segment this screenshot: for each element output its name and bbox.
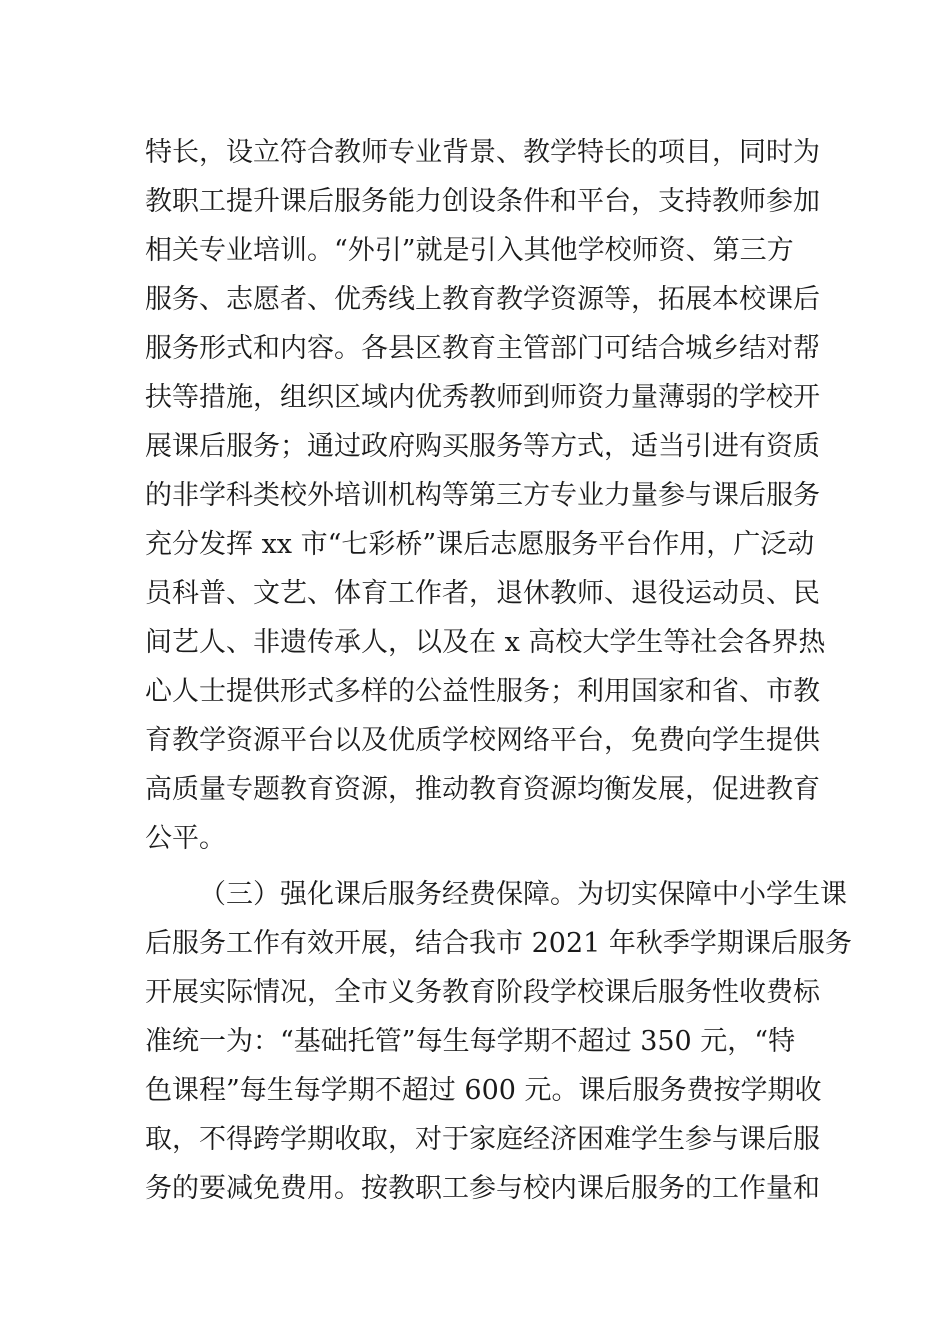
- text-line: （三）强化课后服务经费保障。为切实保障中小学生课: [199, 879, 847, 910]
- text-line: 取，不得跨学期收取，对于家庭经济困难学生参与课后服: [145, 1124, 820, 1155]
- text-line: 服务、志愿者、优秀线上教育教学资源等，拓展本校课后: [145, 284, 820, 315]
- text-line: 扶等措施，组织区域内优秀教师到师资力量薄弱的学校开: [145, 382, 820, 413]
- text-line: 育教学资源平台以及优质学校网络平台，免费向学生提供: [145, 725, 820, 756]
- text-line: 心人士提供形式多样的公益性服务；利用国家和省、市教: [145, 676, 820, 707]
- text-line: 间艺人、非遗传承人，以及在 x 高校大学生等社会各界热: [145, 627, 826, 658]
- text-line: 高质量专题教育资源，推动教育资源均衡发展，促进教育: [145, 774, 820, 805]
- text-line: 特长，设立符合教师专业背景、教学特长的项目，同时为: [145, 137, 820, 168]
- text-line: 教职工提升课后服务能力创设条件和平台，支持教师参加: [145, 186, 820, 217]
- text-line: 务的要减免费用。按教职工参与校内课后服务的工作量和: [145, 1173, 820, 1204]
- text-line: 的非学科类校外培训机构等第三方专业力量参与课后服务: [145, 480, 820, 511]
- text-line: 色课程”每生每学期不超过 600 元。课后服务费按学期收: [145, 1075, 822, 1106]
- text-line: 充分发挥 xx 市“七彩桥”课后志愿服务平台作用，广泛动: [145, 529, 815, 560]
- text-line: 员科普、文艺、体育工作者，退休教师、退役运动员、民: [145, 578, 820, 609]
- text-line: 开展实际情况，全市义务教育阶段学校课后服务性收费标: [145, 977, 820, 1008]
- text-line: 后服务工作有效开展，结合我市 2021 年秋季学期课后服务: [145, 928, 852, 959]
- paragraph-2: [145, 870, 852, 1213]
- text-line: 公平。: [145, 823, 226, 854]
- text-line: 服务形式和内容。各县区教育主管部门可结合城乡结对帮: [145, 333, 820, 364]
- text-line: 准统一为：“基础托管”每生每学期不超过 350 元，“特: [145, 1026, 796, 1057]
- text-line: 展课后服务；通过政府购买服务等方式，适当引进有资质: [145, 431, 820, 462]
- text-line: 相关专业培训。“外引”就是引入其他学校师资、第三方: [145, 235, 794, 266]
- paragraph-1: [145, 128, 826, 863]
